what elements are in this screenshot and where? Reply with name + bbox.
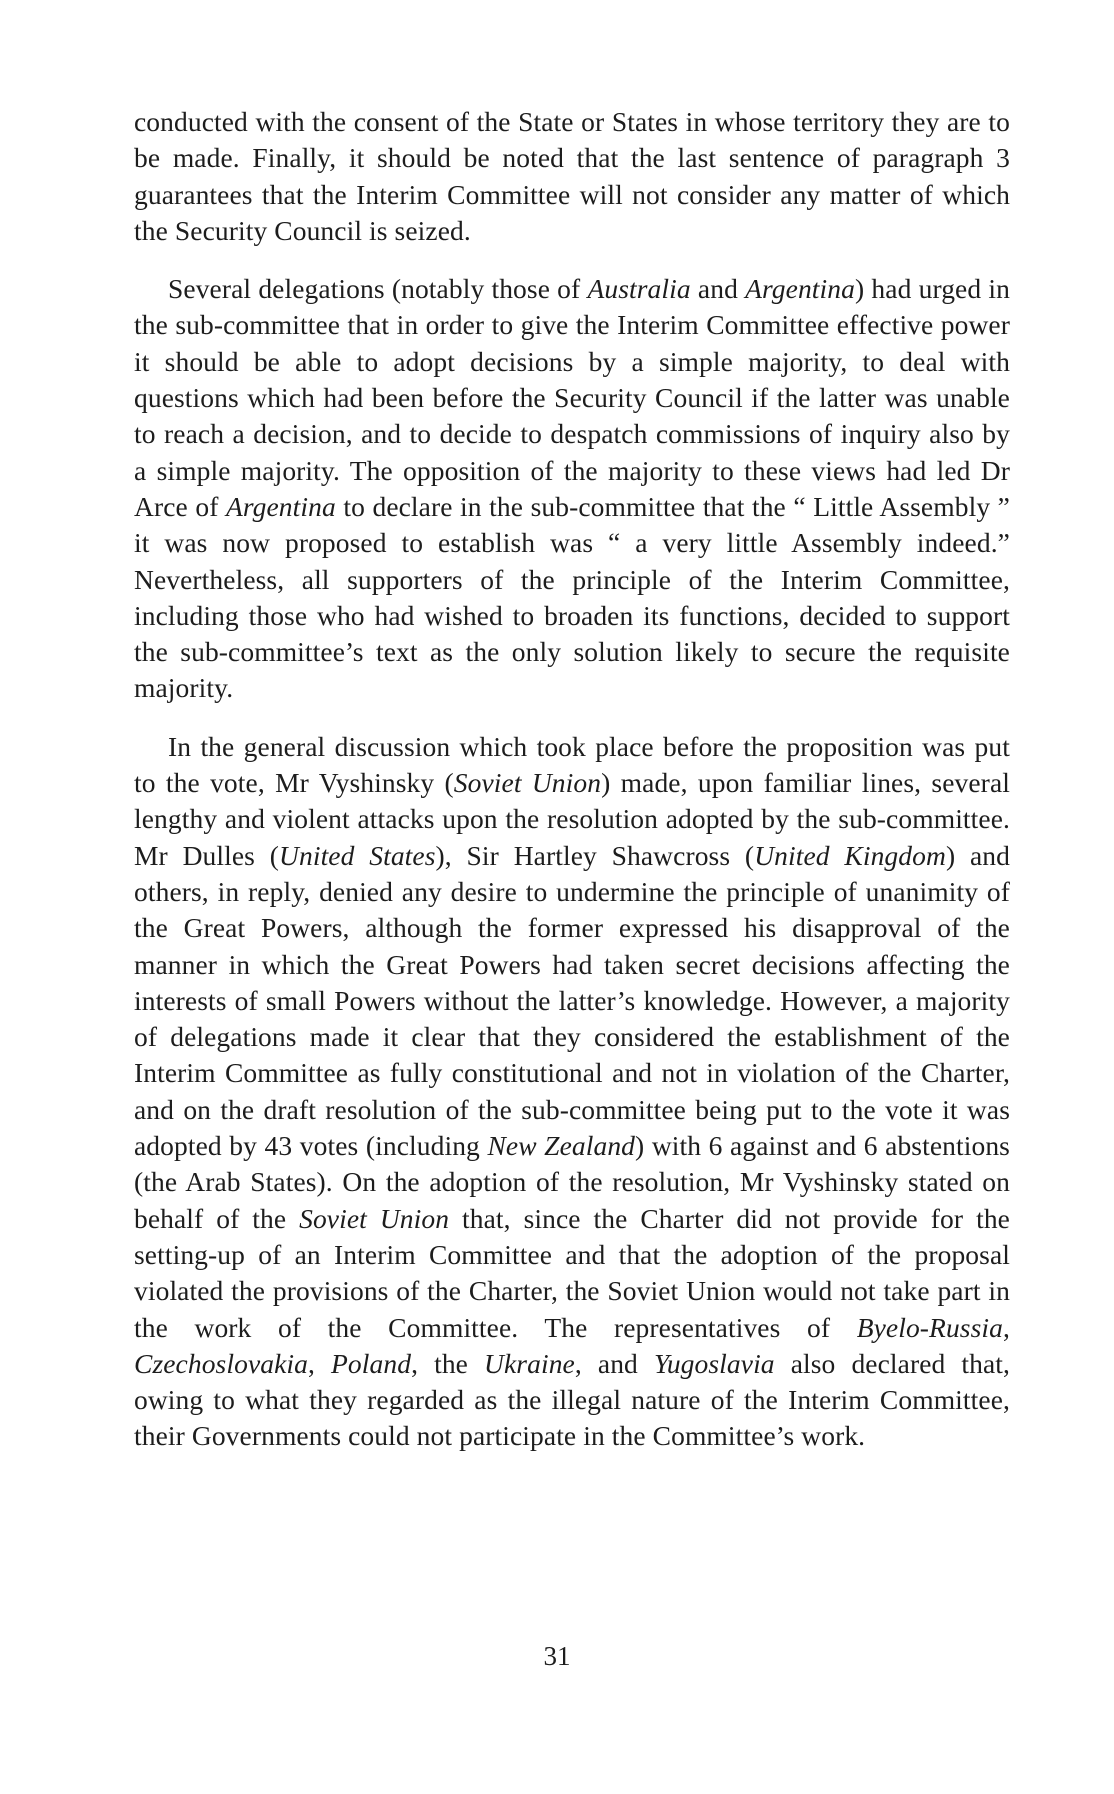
text-run: also declared that, owing to what they regarded as the illegal nature of the Interim Committee, their Governments could not participate in the Committee’s work. — [134, 1347, 1011, 1452]
text-run: ) and others, in reply, denied any desire to undermine the principle of unanimity of the Great Powers, although the former expressed his disapproval of the manner in which the Great Powers had taken secret decisions affecting the interests of small Powers without the latter’s knowledge. However, a majority of delegations made it clear that they considered the establishment of the Interim Committee as fully constitutional and not in violation of the Charter, and on the draft resolution of the sub-committee being put to the vote it was adopted by 43 votes (including — [134, 839, 1010, 1162]
paragraph — [134, 729, 1010, 1455]
page-number: 31 — [543, 1641, 571, 1671]
text-run: ) with 6 against and 6 abstentions (the Arab States). On the adoption of the resolution, Mr Vyshinsky stated on behalf of the — [134, 1130, 1010, 1234]
italic-text: Argentina — [745, 273, 855, 305]
italic-text: New Zealand — [487, 1130, 636, 1162]
italic-text: Czechoslovakia — [134, 1347, 308, 1379]
text-run: ) had urged in the sub-committee that in order to give the Interim Committee effective power it should be able to adopt decisions by a simple majority, to deal with questions which had been before the Security Council if the latter was unable to reach a decision, and to decide to despatch commissions of inquiry also by a simple majority. The opposition of the majority to these views had led Dr Arce of — [134, 273, 1010, 522]
text-run: Several delegations (notably those of — [168, 273, 588, 305]
italic-text: Yugoslavia — [653, 1347, 775, 1379]
text-run: , — [308, 1347, 332, 1379]
text-run: conducted with the consent of the State or States in whose territory they are to be made. Finally, it should be noted that the last sentence of paragraph 3 guarantees that the Interim Committee will not consider any matter of which the Security Council is seized. — [134, 106, 1010, 246]
text-run: ), Sir Hartley Shawcross ( — [435, 839, 755, 871]
italic-text: United Kingdom — [754, 839, 946, 871]
text-run: and — [690, 273, 746, 305]
italic-text: Argentina — [225, 490, 336, 522]
text-run: , — [1003, 1311, 1010, 1343]
text-run: In the general discussion which took place before the proposition was put to the vote, Mr Vyshinsky ( — [134, 730, 1010, 799]
text-run: to declare in the sub-committee that the “ Little Assembly ” it was now proposed to establish was “ a very little Assembly indeed.” Nevertheless, all supporters of the principle of the Interim Committee, including those who had wished to broaden its functions, decided to support the sub-committee’s text as the only solution likely to secure the requisite majority. — [134, 490, 1010, 704]
text-run: that, since the Charter did not provide for the setting-up of an Interim Committee and that the adoption of the proposal violated the provisions of the Charter, the Soviet Union would not take part in the work of the Committee. The representatives of — [134, 1202, 1010, 1343]
italic-text: Byelo-Russia — [856, 1311, 1004, 1343]
body-text — [134, 104, 1010, 1455]
italic-text: United States — [279, 839, 436, 871]
text-run: ) made, upon familiar lines, several lengthy and violent attacks upon the resolution adopted by the sub-committee. Mr Dulles ( — [134, 767, 1010, 871]
text-run: , the — [411, 1347, 485, 1379]
italic-text: Poland — [331, 1347, 412, 1379]
italic-text: Soviet Union — [453, 767, 602, 799]
italic-text: Australia — [587, 273, 691, 305]
text-run: , and — [574, 1347, 654, 1379]
paragraph — [134, 104, 1010, 249]
paragraph — [134, 271, 1010, 707]
italic-text: Soviet Union — [299, 1202, 450, 1234]
italic-text: Ukraine — [484, 1347, 575, 1379]
